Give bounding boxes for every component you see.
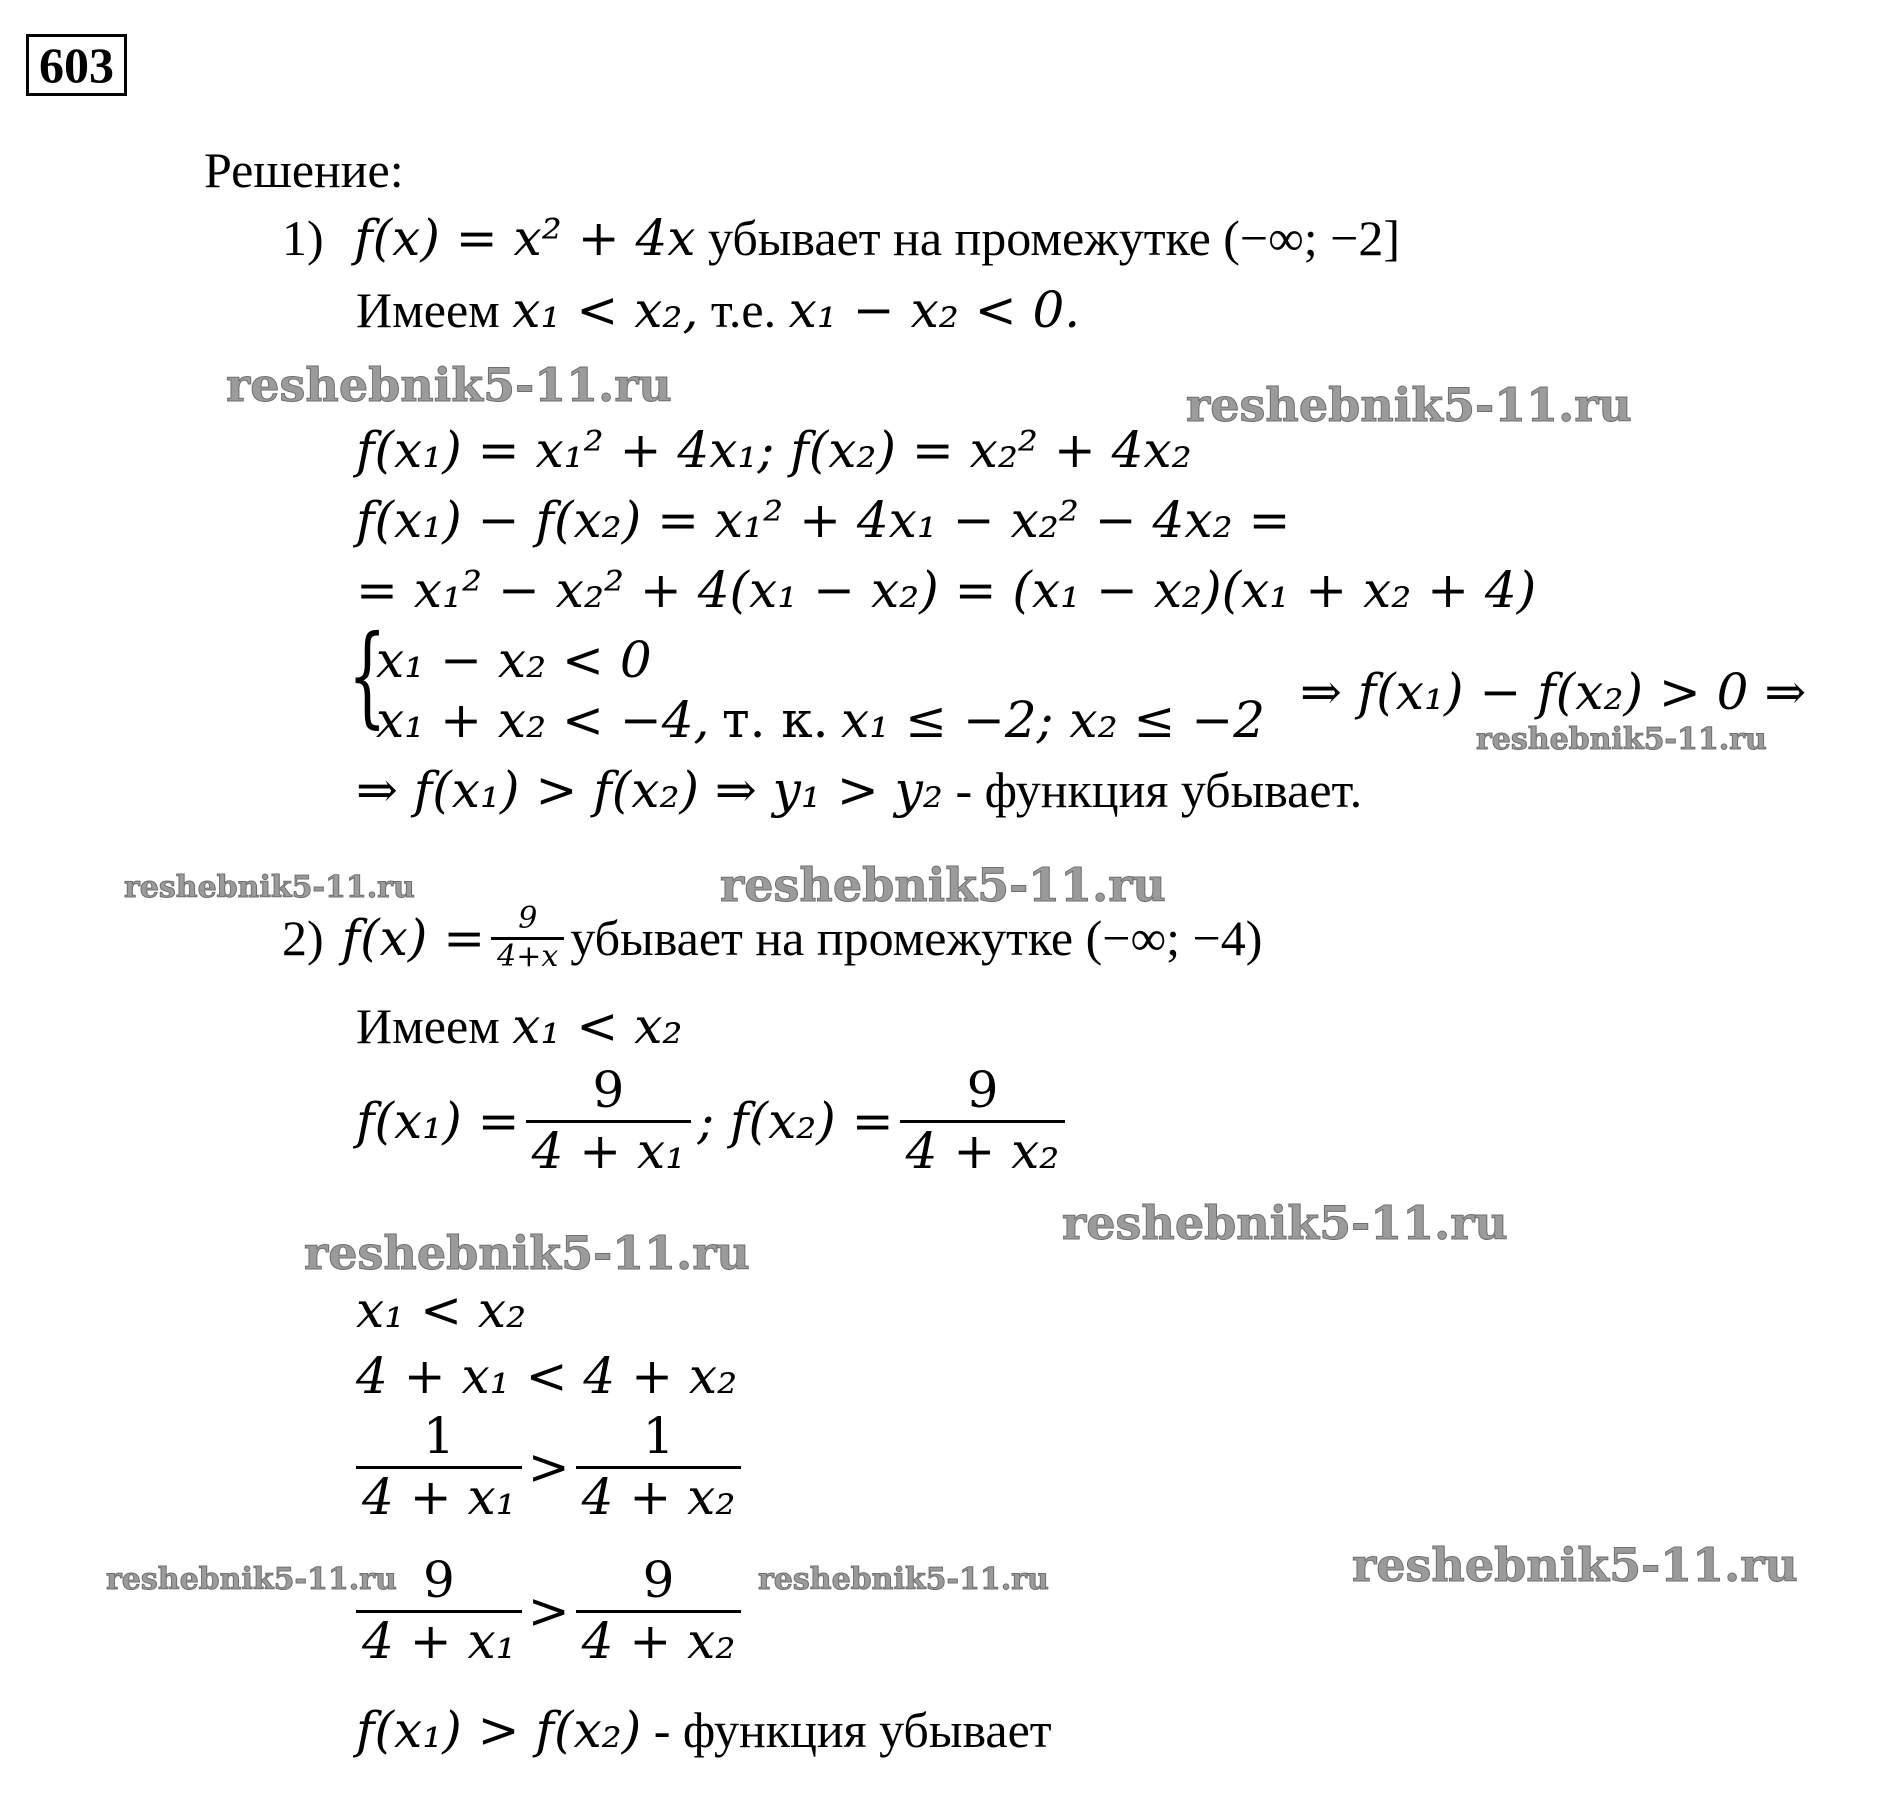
part2-ineq3-right bbox=[576, 1408, 742, 1526]
part2-given-prefix: Имеем bbox=[356, 998, 500, 1054]
part1-system-line2 bbox=[376, 690, 1265, 750]
fraction-numerator: 9 bbox=[592, 1061, 625, 1119]
part1-statement-text: убывает на промежутке (−∞; −2] bbox=[708, 210, 1401, 266]
fraction-denominator: 4 + x₂ bbox=[581, 1611, 736, 1670]
part1-system-line2-formula2: x₁ ≤ −2; x₂ ≤ −2 bbox=[841, 691, 1266, 749]
watermark: reshebnik5-11.ru bbox=[304, 1226, 750, 1280]
part2-final bbox=[356, 1700, 1052, 1760]
part2-ineq3-left bbox=[356, 1408, 522, 1526]
part2-statement-lhs: f(x) = bbox=[341, 909, 486, 967]
watermark: reshebnik5-11.ru bbox=[1352, 1538, 1798, 1592]
fraction-numerator: 9 bbox=[642, 1551, 675, 1609]
part1-given-text: т.е. bbox=[710, 282, 777, 338]
greater-than-sign: > bbox=[527, 1438, 570, 1496]
part2-f1-fraction bbox=[526, 1062, 692, 1180]
watermark: reshebnik5-11.ru bbox=[106, 1562, 397, 1597]
part2-ineq3 bbox=[350, 1408, 747, 1526]
watermark: reshebnik5-11.ru bbox=[226, 358, 672, 412]
part2-statement-text: убывает на промежутке (−∞; −4) bbox=[570, 910, 1263, 966]
part2-f-values bbox=[356, 1062, 1071, 1180]
part2-f2-lhs: ; f(x₂) = bbox=[697, 1092, 894, 1150]
fraction-denominator: 4 + x₁ bbox=[362, 1611, 516, 1670]
fraction-denominator: 4 + x₁ bbox=[531, 1121, 686, 1180]
part2-ineq4-right bbox=[576, 1552, 742, 1670]
fraction-numerator: 9 bbox=[518, 901, 538, 936]
part2-f1-lhs: f(x₁) = bbox=[356, 1092, 520, 1150]
watermark: reshebnik5-11.ru bbox=[720, 858, 1166, 912]
part1-given bbox=[356, 280, 1080, 340]
part2-statement bbox=[282, 902, 1262, 974]
part2-final-formula: f(x₁) > f(x₂) bbox=[356, 1701, 642, 1759]
part1-statement bbox=[282, 208, 1400, 268]
problem-number: 603 bbox=[26, 34, 127, 96]
watermark: reshebnik5-11.ru bbox=[1476, 722, 1767, 757]
part1-given-formula2: x₁ − x₂ < 0. bbox=[788, 281, 1081, 339]
watermark: reshebnik5-11.ru bbox=[124, 870, 415, 905]
fraction-numerator: 9 bbox=[966, 1061, 999, 1119]
part2-marker: 2) bbox=[282, 910, 324, 966]
fraction-denominator: 4 + x₂ bbox=[581, 1467, 736, 1526]
part1-given-prefix: Имеем bbox=[356, 282, 500, 338]
part2-statement-fraction bbox=[491, 902, 564, 974]
part2-ineq1: x₁ < x₂ bbox=[356, 1281, 527, 1339]
part2-f2-fraction bbox=[900, 1062, 1066, 1180]
fraction-denominator: 4+x bbox=[497, 938, 559, 974]
part1-conclusion-text: - функция убывает. bbox=[955, 762, 1363, 818]
part1-factorization: = x₁² − x₂² + 4(x₁ − x₂) = (x₁ − x₂)(x₁ + x₂ + 4) bbox=[356, 561, 1537, 619]
curly-brace-icon: { bbox=[348, 611, 387, 739]
greater-than-sign: > bbox=[527, 1582, 570, 1640]
part1-system-line2-text: т. к. bbox=[721, 691, 829, 749]
part1-system-line1: x₁ − x₂ < 0 bbox=[376, 631, 652, 689]
fraction-numerator: 1 bbox=[642, 1407, 675, 1465]
part1-system-line2-formula: x₁ + x₂ < −4, bbox=[376, 691, 710, 749]
part1-system-result: ⇒ f(x₁) − f(x₂) > 0 ⇒ bbox=[1300, 663, 1807, 721]
part1-given-formula: x₁ < x₂, bbox=[512, 281, 699, 339]
watermark: reshebnik5-11.ru bbox=[758, 1562, 1049, 1597]
part1-conclusion bbox=[356, 760, 1362, 820]
fraction-denominator: 4 + x₁ bbox=[362, 1467, 516, 1526]
part2-ineq4 bbox=[350, 1552, 747, 1670]
fraction-numerator: 9 bbox=[422, 1551, 455, 1609]
watermark: reshebnik5-11.ru bbox=[1062, 1196, 1508, 1250]
part1-marker: 1) bbox=[282, 210, 324, 266]
fraction-denominator: 4 + x₂ bbox=[905, 1121, 1060, 1180]
watermark: reshebnik5-11.ru bbox=[1186, 378, 1632, 432]
part2-given-formula: x₁ < x₂ bbox=[512, 997, 683, 1055]
part2-final-text: - функция убывает bbox=[653, 1702, 1052, 1758]
part1-statement-formula: f(x) = x² + 4x bbox=[354, 209, 696, 267]
part2-ineq2: 4 + x₁ < 4 + x₂ bbox=[356, 1347, 738, 1405]
solution-label: Решение: bbox=[204, 142, 404, 198]
part1-difference: f(x₁) − f(x₂) = x₁² + 4x₁ − x₂² − 4x₂ = bbox=[356, 491, 1291, 549]
part1-conclusion-formula: ⇒ f(x₁) > f(x₂) ⇒ y₁ > y₂ bbox=[356, 761, 943, 819]
fraction-numerator: 1 bbox=[422, 1407, 455, 1465]
part2-given bbox=[356, 996, 682, 1056]
part1-f-values: f(x₁) = x₁² + 4x₁; f(x₂) = x₂² + 4x₂ bbox=[356, 421, 1192, 479]
